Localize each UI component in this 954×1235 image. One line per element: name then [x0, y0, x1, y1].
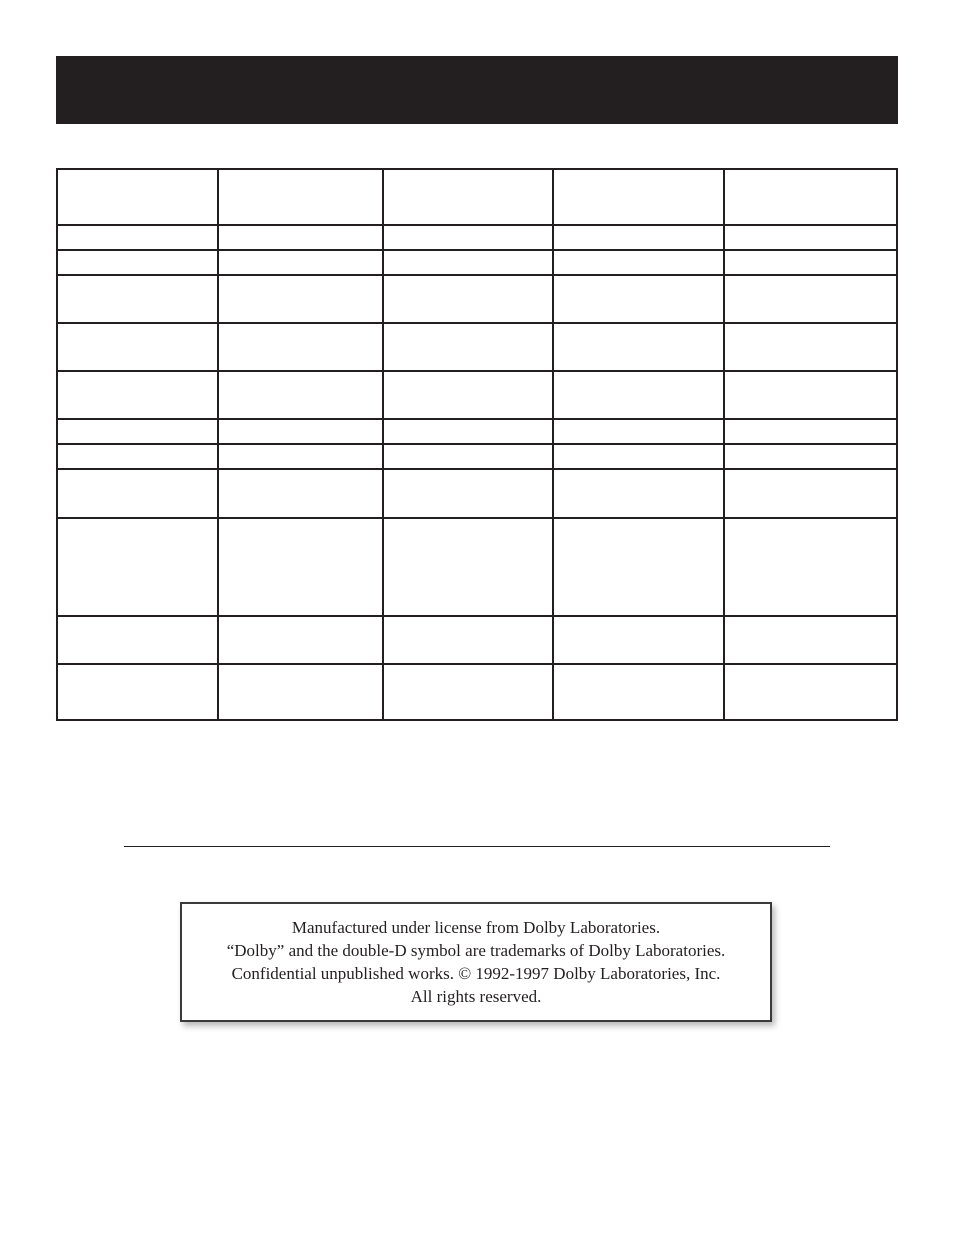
table-cell	[383, 169, 553, 225]
table-cell	[57, 250, 218, 275]
table-cell	[57, 616, 218, 664]
table-cell	[553, 419, 724, 444]
table-cell	[218, 664, 383, 720]
table-cell	[218, 275, 383, 323]
table-cell	[218, 616, 383, 664]
divider-line	[124, 846, 830, 847]
table-cell	[724, 225, 897, 250]
table-cell	[724, 371, 897, 419]
table-cell	[57, 664, 218, 720]
table-cell	[724, 250, 897, 275]
table-cell	[383, 664, 553, 720]
table-row	[57, 371, 897, 419]
table-cell	[553, 275, 724, 323]
table-cell	[383, 419, 553, 444]
table-cell	[553, 371, 724, 419]
table-cell	[553, 169, 724, 225]
table-cell	[383, 616, 553, 664]
empty-table	[56, 168, 898, 721]
table-cell	[553, 469, 724, 517]
table-cell	[553, 225, 724, 250]
header-bar	[56, 56, 898, 124]
table-cell	[724, 275, 897, 323]
notice-line: All rights reserved.	[410, 987, 542, 1006]
table-cell	[724, 664, 897, 720]
table-cell	[218, 225, 383, 250]
table-cell	[383, 518, 553, 616]
table-row	[57, 616, 897, 664]
table-cell	[218, 518, 383, 616]
notice-line: Manufactured under license from Dolby Laboratories.	[291, 918, 661, 937]
table-cell	[57, 371, 218, 419]
table-cell	[724, 518, 897, 616]
dolby-license-notice	[180, 902, 772, 1022]
table-cell	[724, 169, 897, 225]
table-cell	[218, 444, 383, 469]
table-cell	[724, 419, 897, 444]
table-cell	[57, 444, 218, 469]
table-cell	[553, 323, 724, 371]
table-cell	[724, 616, 897, 664]
table-cell	[383, 444, 553, 469]
table-cell	[553, 250, 724, 275]
table-cell	[218, 169, 383, 225]
table-row	[57, 169, 897, 225]
table-cell	[218, 469, 383, 517]
table-cell	[57, 518, 218, 616]
table-cell	[57, 323, 218, 371]
table-cell	[218, 250, 383, 275]
table-cell	[383, 323, 553, 371]
table-cell	[218, 323, 383, 371]
table-cell	[553, 444, 724, 469]
table-cell	[57, 169, 218, 225]
table-cell	[553, 616, 724, 664]
table-row	[57, 469, 897, 517]
table-cell	[57, 419, 218, 444]
table-cell	[553, 664, 724, 720]
table-cell	[724, 444, 897, 469]
table-cell	[724, 323, 897, 371]
table-cell	[218, 371, 383, 419]
table-cell	[57, 469, 218, 517]
table-cell	[383, 469, 553, 517]
table-cell	[383, 275, 553, 323]
table-cell	[383, 371, 553, 419]
notice-line: “Dolby” and the double-D symbol are trademarks of Dolby Laboratories.	[226, 941, 726, 960]
table-row	[57, 664, 897, 720]
table-cell	[553, 518, 724, 616]
table-cell	[383, 250, 553, 275]
table-cell	[724, 469, 897, 517]
table-cell	[57, 225, 218, 250]
table-cell	[218, 419, 383, 444]
table-row	[57, 275, 897, 323]
table-cell	[383, 225, 553, 250]
table-row	[57, 250, 897, 275]
table-row	[57, 323, 897, 371]
notice-line: Confidential unpublished works. © 1992-1997 Dolby Laboratories, Inc.	[231, 964, 721, 983]
table-cell	[57, 275, 218, 323]
table-row	[57, 518, 897, 616]
table-row	[57, 419, 897, 444]
table-row	[57, 444, 897, 469]
table-row	[57, 225, 897, 250]
